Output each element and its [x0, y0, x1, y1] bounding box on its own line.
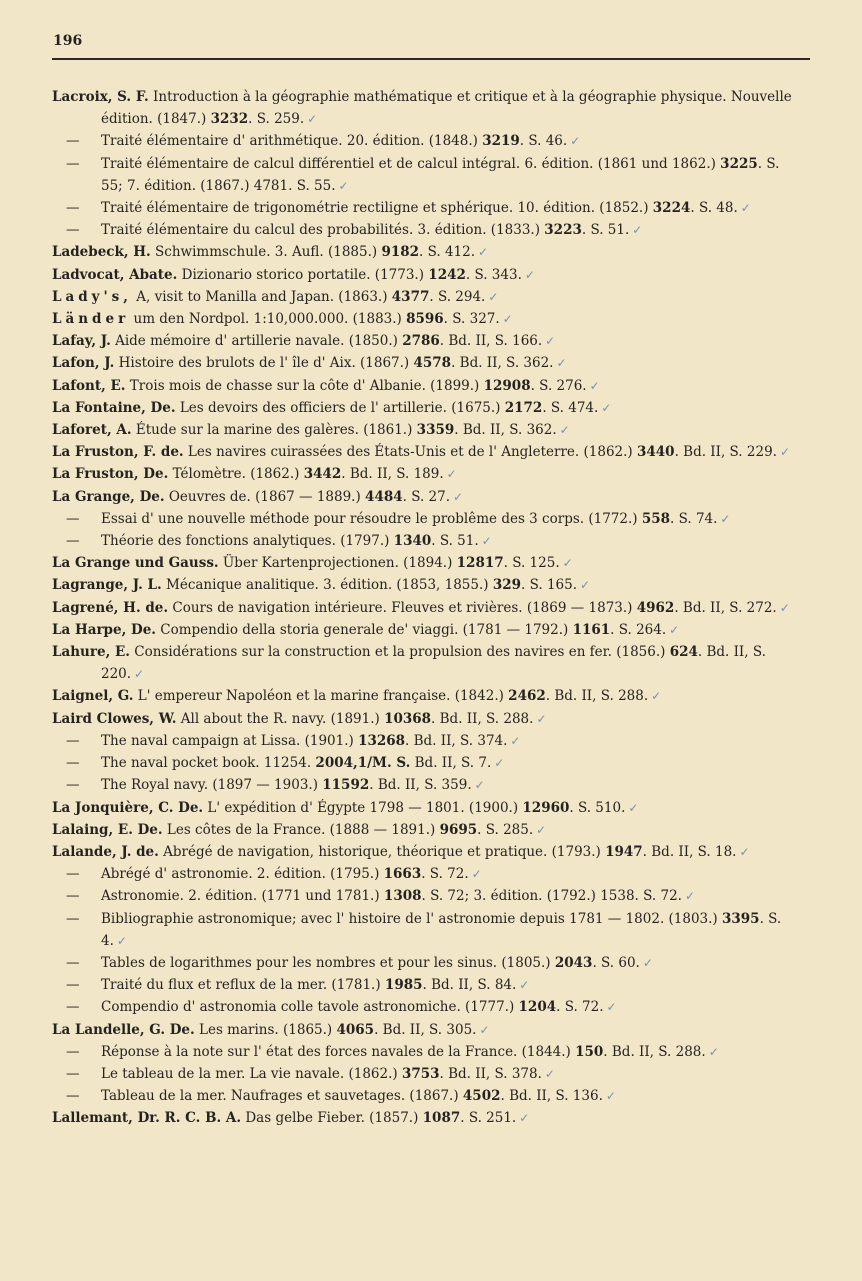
sub-entry: [52, 863, 794, 885]
pencil-check-icon: ✓: [474, 778, 485, 793]
pencil-check-icon: ✓: [116, 933, 127, 948]
entry-author: La Grange, De.: [52, 488, 165, 505]
pencil-check-icon: ✓: [632, 223, 643, 238]
sub-entry: [52, 996, 794, 1018]
page-reference: . S. 72.: [421, 866, 469, 883]
entry-title: Les devoirs des officiers de l' artillerie. (1675.): [175, 399, 505, 416]
catalog-number: 3223: [544, 222, 582, 239]
page-reference: . Bd. II, S. 378.: [439, 1065, 542, 1082]
bibliography-entry: [52, 819, 794, 841]
catalog-number: 1161: [572, 621, 611, 638]
bibliography-entry: [52, 486, 794, 508]
catalog-number: 2462: [508, 688, 546, 705]
pencil-check-icon: ✓: [494, 756, 505, 771]
pencil-check-icon: ✓: [642, 955, 653, 970]
entry-title: Étude sur la marine des galères. (1861.): [131, 422, 417, 439]
entry-title: Traité élémentaire de trigonométrie rectiligne et sphérique. 10. édition. (1852.): [101, 200, 653, 217]
pencil-check-icon: ✓: [779, 600, 790, 615]
page-reference: . S. 259.: [248, 111, 305, 128]
bibliography-entry: [52, 419, 794, 441]
pencil-check-icon: ✓: [536, 711, 547, 726]
entry-title: Traité élémentaire de calcul différentiel et de calcul intégral. 6. édition. (1861 und 1862.): [101, 155, 721, 172]
page-reference: . Bd. II, S. 166.: [439, 333, 543, 350]
sub-entry: [52, 219, 794, 241]
entry-title: All about the R. navy. (1891.): [176, 710, 385, 727]
page-reference: . Bd. II, S. 18.: [642, 843, 737, 860]
page-number: 196: [53, 33, 83, 49]
pencil-check-icon: ✓: [519, 978, 530, 993]
entry-heading: Länder: [52, 311, 130, 328]
ditto-dash: —: [66, 954, 80, 971]
bibliography-entry: [52, 463, 794, 485]
page-reference: . S. 294.: [429, 288, 486, 305]
catalog-number: 4962: [636, 599, 675, 616]
pencil-check-icon: ✓: [628, 800, 639, 815]
entry-title: Compendio della storia generale de' viaggi. (1781 — 1792.): [155, 621, 573, 638]
catalog-number: 3219: [482, 133, 520, 150]
entry-title: Bibliographie astronomique; avec l' histoire de l' astronomie depuis 1781 — 1802. (1803.): [101, 910, 722, 927]
pencil-check-icon: ✓: [605, 1089, 616, 1104]
pencil-check-icon: ✓: [570, 134, 581, 149]
page-reference: . S. 412.: [419, 244, 476, 261]
page-reference: . S. 165.: [521, 577, 578, 594]
sub-entry: [52, 1041, 794, 1063]
entry-title: Le tableau de la mer. La vie navale. (1862.): [101, 1065, 402, 1082]
catalog-number: 2043: [554, 954, 593, 971]
bibliography-entry: [52, 241, 794, 263]
page-reference: . Bd. II, S. 374.: [405, 732, 508, 749]
entry-author: La Fontaine, De.: [52, 399, 176, 416]
entry-author: Lagrange, J. L.: [52, 577, 162, 594]
entry-title: Tables de logarithmes pour les nombres et pour les sinus. (1805.): [101, 954, 555, 971]
catalog-number: 3753: [401, 1065, 440, 1082]
page-reference: . Bd. II, S. 362.: [451, 355, 554, 372]
page-reference: . S. 251.: [460, 1110, 517, 1127]
page-reference: . Bd. II, S. 288.: [545, 688, 649, 705]
catalog-number: 4065: [336, 1021, 375, 1038]
entry-title: Mécanique analitique. 3. édition. (1853, 1855.): [161, 577, 493, 594]
page-reference: . S. 51.: [431, 533, 479, 550]
bibliography-entry: [52, 685, 794, 707]
page-reference: . S. 4.: [101, 910, 782, 949]
catalog-number: 4578: [413, 355, 452, 372]
ditto-dash: —: [66, 1065, 80, 1082]
catalog-number: 1087: [422, 1110, 461, 1127]
catalog-number: 1242: [428, 266, 466, 283]
entry-author: Lahure, E.: [52, 644, 130, 661]
pencil-check-icon: ✓: [479, 1022, 490, 1037]
pencil-check-icon: ✓: [536, 822, 547, 837]
catalog-number: 624: [669, 644, 698, 661]
catalog-number: 150: [575, 1043, 604, 1060]
page-reference: . Bd. II, S. 272.: [674, 599, 777, 616]
pencil-check-icon: ✓: [556, 356, 567, 371]
sub-entry: [52, 974, 794, 996]
ditto-dash: —: [66, 977, 80, 994]
entry-author: Lallemant, Dr. R. C. B. A.: [52, 1110, 242, 1127]
entry-author: Lalaing, E. De.: [52, 821, 163, 838]
pencil-check-icon: ✓: [519, 1111, 530, 1126]
ditto-dash: —: [66, 732, 80, 749]
catalog-number: 3395: [722, 910, 760, 927]
entry-title: Les navires cuirassées des États-Unis et de l' Angleterre. (1862.): [183, 444, 637, 461]
page-reference: . S. 27.: [402, 488, 451, 505]
entry-title: Dizionario storico portatile. (1773.): [177, 266, 429, 283]
page-reference: . Bd. II, S. 359.: [369, 777, 472, 794]
pencil-check-icon: ✓: [669, 622, 680, 637]
catalog-number: 3225: [720, 155, 758, 172]
page-reference: . S. 48.: [690, 200, 738, 217]
bibliography-entry: [52, 1107, 794, 1129]
sub-entry: [52, 1085, 794, 1107]
catalog-number: 9695: [439, 821, 478, 838]
page-reference: . Bd. II, S. 362.: [454, 422, 557, 439]
ditto-dash: —: [66, 222, 80, 239]
bibliography-list: [52, 86, 794, 1130]
entry-author: La Harpe, De.: [52, 621, 156, 638]
entry-author: Ladebeck, H.: [52, 244, 151, 261]
entry-author: Lafont, E.: [52, 377, 126, 394]
page-reference: . S. 60.: [592, 954, 640, 971]
entry-heading: Lady's,: [52, 288, 132, 305]
pencil-check-icon: ✓: [559, 423, 570, 438]
catalog-number: 12960: [522, 799, 570, 816]
pencil-check-icon: ✓: [488, 289, 499, 304]
entry-title: Cours de navigation intérieure. Fleuves et rivières. (1869 — 1873.): [168, 599, 637, 616]
page-reference: . S. 72.: [556, 999, 604, 1016]
entry-title: Essai d' une nouvelle méthode pour résoudre le problême des 3 corps. (1772.): [101, 510, 642, 527]
entry-title: Histoire des brulots de l' île d' Aix. (1867.): [114, 355, 414, 372]
entry-title: Réponse à la note sur l' état des forces navales de la France. (1844.): [101, 1043, 576, 1060]
bibliography-entry: [52, 286, 794, 308]
entry-title: Das gelbe Fieber. (1857.): [241, 1110, 423, 1127]
bibliography-entry: [52, 330, 794, 352]
bibliography-entry: [52, 397, 794, 419]
page-reference: . S. 264.: [610, 621, 667, 638]
bibliography-entry: [52, 264, 794, 286]
ditto-dash: —: [66, 866, 80, 883]
pencil-check-icon: ✓: [338, 178, 349, 193]
entry-title: um den Nordpol. 1:10,000.000. (1883.): [129, 311, 407, 328]
entry-author: Laird Clowes, W.: [52, 710, 177, 727]
entry-title: Traité du flux et reflux de la mer. (1781.): [101, 977, 385, 994]
sub-entry: [52, 1063, 794, 1085]
page-reference: . S. 125.: [503, 555, 560, 572]
entry-title: L' empereur Napoléon et la marine française. (1842.): [133, 688, 509, 705]
bibliography-entry: [52, 708, 794, 730]
bibliography-entry: [52, 1019, 794, 1041]
page-reference: . S. 285.: [477, 821, 534, 838]
catalog-number: 1947: [605, 843, 643, 860]
bibliography-entry: [52, 597, 794, 619]
entry-author: La Jonquière, C. De.: [52, 799, 204, 816]
catalog-number: 3232: [210, 111, 249, 128]
page-reference: . Bd. II, S. 288.: [431, 710, 534, 727]
ditto-dash: —: [66, 1088, 80, 1105]
pencil-check-icon: ✓: [739, 844, 750, 859]
pencil-check-icon: ✓: [589, 378, 600, 393]
page-reference: . S. 276.: [530, 377, 587, 394]
catalog-number: 558: [641, 510, 671, 527]
bibliography-entry: [52, 552, 794, 574]
pencil-check-icon: ✓: [779, 445, 791, 460]
entry-title: L' expédition d' Égypte 1798 — 1801. (1900.): [203, 799, 523, 816]
ditto-dash: —: [66, 533, 80, 550]
entry-title: Trois mois de chasse sur la côte d' Albanie. (1899.): [125, 377, 484, 394]
ditto-dash: —: [66, 888, 80, 905]
pencil-check-icon: ✓: [601, 400, 612, 415]
entry-title: Considérations sur la construction et la propulsion des navires en fer. (1856.): [129, 644, 670, 661]
sub-entry: [52, 197, 794, 219]
ditto-dash: —: [66, 777, 80, 794]
catalog-number: 1985: [384, 977, 423, 994]
entry-title: Les marins. (1865.): [194, 1021, 337, 1038]
pencil-check-icon: ✓: [446, 467, 457, 482]
sub-entry: [52, 130, 794, 152]
entry-author: Lafay, J.: [52, 333, 111, 350]
entry-author: La Grange und Gauss.: [52, 555, 219, 572]
page-reference: . Bd. II, S. 229.: [674, 444, 777, 461]
entry-author: La Fruston, F. de.: [52, 444, 184, 461]
catalog-number: 4377: [391, 288, 430, 305]
catalog-number: 1204: [518, 999, 557, 1016]
bibliography-entry: [52, 641, 794, 685]
catalog-number: 3359: [416, 422, 455, 439]
entry-author: Lalande, J. de.: [52, 843, 159, 860]
page-reference: . S. 74.: [670, 510, 718, 527]
pencil-check-icon: ✓: [453, 489, 464, 504]
catalog-number: 10368: [384, 710, 432, 727]
catalog-number: 8596: [406, 311, 444, 328]
catalog-number: 329: [492, 577, 522, 594]
catalog-number: 1308: [383, 888, 422, 905]
pencil-check-icon: ✓: [524, 267, 535, 282]
entry-title: Compendio d' astronomia colle tavole astronomiche. (1777.): [101, 999, 519, 1016]
catalog-number: 2172: [504, 399, 543, 416]
catalog-number: 9182: [381, 244, 420, 261]
entry-title: Astronomie. 2. édition. (1771 und 1781.): [101, 888, 384, 905]
entry-title: The naval campaign at Lissa. (1901.): [101, 732, 359, 749]
page-reference: . S. 72; 3. édition. (1792.) 1538. S. 72.: [421, 888, 682, 905]
bibliography-entry: [52, 86, 794, 130]
entry-author: Ladvocat, Abate.: [52, 266, 178, 283]
catalog-number: 13268: [358, 732, 406, 749]
entry-title: Über Kartenprojectionen. (1894.): [218, 555, 457, 572]
page-reference: . S. 327.: [443, 311, 500, 328]
pencil-check-icon: ✓: [562, 556, 573, 571]
entry-author: Lacroix, S. F.: [52, 89, 149, 105]
pencil-check-icon: ✓: [684, 889, 696, 904]
catalog-number: 12817: [456, 555, 504, 572]
entry-author: Lagrené, H. de.: [52, 599, 169, 616]
page-reference: . S. 474.: [542, 399, 599, 416]
pencil-check-icon: ✓: [545, 334, 556, 349]
page-reference: . Bd. II, S. 288.: [603, 1043, 706, 1060]
catalog-number: 4502: [462, 1088, 501, 1105]
bibliography-entry: [52, 308, 794, 330]
page-reference: . S. 51.: [581, 222, 630, 239]
page-reference: . S. 510.: [569, 799, 626, 816]
ditto-dash: —: [66, 755, 80, 772]
pencil-check-icon: ✓: [651, 689, 662, 704]
page-reference: . Bd. II, S. 84.: [422, 977, 517, 994]
ditto-dash: —: [66, 510, 80, 527]
entry-title: Abrégé d' astronomie. 2. édition. (1795.): [101, 866, 384, 883]
entry-title: A, visit to Manilla and Japan. (1863.): [131, 288, 392, 305]
sub-entry: [52, 508, 794, 530]
entry-title: Théorie des fonctions analytiques. (1797.): [101, 533, 394, 550]
catalog-number: 3224: [652, 200, 691, 217]
catalog-number: 2004,1/M. S.: [315, 755, 411, 772]
pencil-check-icon: ✓: [544, 1066, 555, 1081]
page-reference: . S. 55; 7. édition. (1867.) 4781. S. 55.: [101, 155, 780, 194]
bibliography-entry: [52, 352, 794, 374]
catalog-number: 1340: [393, 533, 432, 550]
entry-author: La Fruston, De.: [52, 466, 169, 483]
entry-author: Laignel, G.: [52, 688, 134, 705]
ditto-dash: —: [66, 999, 80, 1016]
bibliography-entry: [52, 619, 794, 641]
entry-title: The naval pocket book. 11254.: [101, 755, 316, 772]
ditto-dash: —: [66, 910, 80, 927]
sub-entry: [52, 153, 794, 197]
sub-entry: [52, 752, 794, 774]
page-reference: . Bd. II, S. 220.: [101, 644, 766, 683]
catalog-number: 3442: [303, 466, 342, 483]
ditto-dash: —: [66, 133, 80, 150]
sub-entry: [52, 885, 794, 907]
page-reference: . Bd. II, S. 189.: [341, 466, 444, 483]
pencil-check-icon: ✓: [502, 312, 513, 327]
pencil-check-icon: ✓: [720, 511, 731, 526]
catalog-number: 11592: [322, 777, 370, 794]
ditto-dash: —: [66, 1043, 80, 1060]
entry-author: Laforet, A.: [52, 422, 132, 439]
pencil-check-icon: ✓: [606, 1000, 617, 1015]
catalog-number: 1663: [383, 866, 422, 883]
sub-entry: [52, 908, 794, 952]
pencil-check-icon: ✓: [471, 867, 482, 882]
entry-author: La Landelle, G. De.: [52, 1021, 195, 1038]
catalog-number: 3440: [636, 444, 675, 461]
entry-title: Tableau de la mer. Naufrages et sauvetages. (1867.): [101, 1088, 463, 1105]
pencil-check-icon: ✓: [134, 667, 145, 682]
catalog-number: 4484: [365, 488, 403, 505]
bibliography-entry: [52, 574, 794, 596]
sub-entry: [52, 774, 794, 796]
sub-entry: [52, 530, 794, 552]
pencil-check-icon: ✓: [510, 733, 521, 748]
pencil-check-icon: ✓: [307, 112, 318, 127]
entry-title: Oeuvres de. (1867 — 1889.): [164, 488, 366, 505]
ditto-dash: —: [66, 200, 80, 217]
entry-title: Aide mémoire d' artillerie navale. (1850.): [110, 333, 403, 350]
page-reference: . S. 46.: [519, 133, 568, 150]
pencil-check-icon: ✓: [708, 1044, 719, 1059]
entry-title: Les côtes de la France. (1888 — 1891.): [162, 821, 440, 838]
pencil-check-icon: ✓: [740, 201, 751, 216]
pencil-check-icon: ✓: [478, 245, 489, 260]
page-reference: Bd. II, S. 7.: [410, 755, 492, 772]
pencil-check-icon: ✓: [481, 534, 492, 549]
entry-author: Lafon, J.: [52, 355, 115, 372]
catalog-number: 12908: [483, 377, 531, 394]
page-reference: . Bd. II, S. 136.: [500, 1088, 603, 1105]
entry-title: Schwimmschule. 3. Aufl. (1885.): [150, 244, 382, 261]
sub-entry: [52, 952, 794, 974]
entry-title: Traité élémentaire d' arithmétique. 20. édition. (1848.): [101, 133, 483, 150]
ditto-dash: —: [66, 155, 80, 172]
entry-title: Introduction à la géographie mathématique et critique et à la géographie physique. Nouvelle édition. (1847.): [101, 89, 792, 128]
bibliography-entry: [52, 797, 794, 819]
bibliography-entry: [52, 375, 794, 397]
entry-title: Traité élémentaire du calcul des probabilités. 3. édition. (1833.): [101, 222, 545, 239]
entry-title: The Royal navy. (1897 — 1903.): [101, 777, 323, 794]
page-reference: . Bd. II, S. 305.: [374, 1021, 477, 1038]
entry-title: Télomètre. (1862.): [168, 466, 304, 483]
bibliography-entry: [52, 841, 794, 863]
pencil-check-icon: ✓: [580, 578, 591, 593]
bibliography-entry: [52, 441, 794, 463]
entry-title: Abrégé de navigation, historique, théorique et pratique. (1793.): [158, 843, 606, 860]
sub-entry: [52, 730, 794, 752]
catalog-number: 2786: [402, 333, 440, 350]
page-reference: . S. 343.: [465, 266, 522, 283]
header-rule: [52, 58, 810, 60]
